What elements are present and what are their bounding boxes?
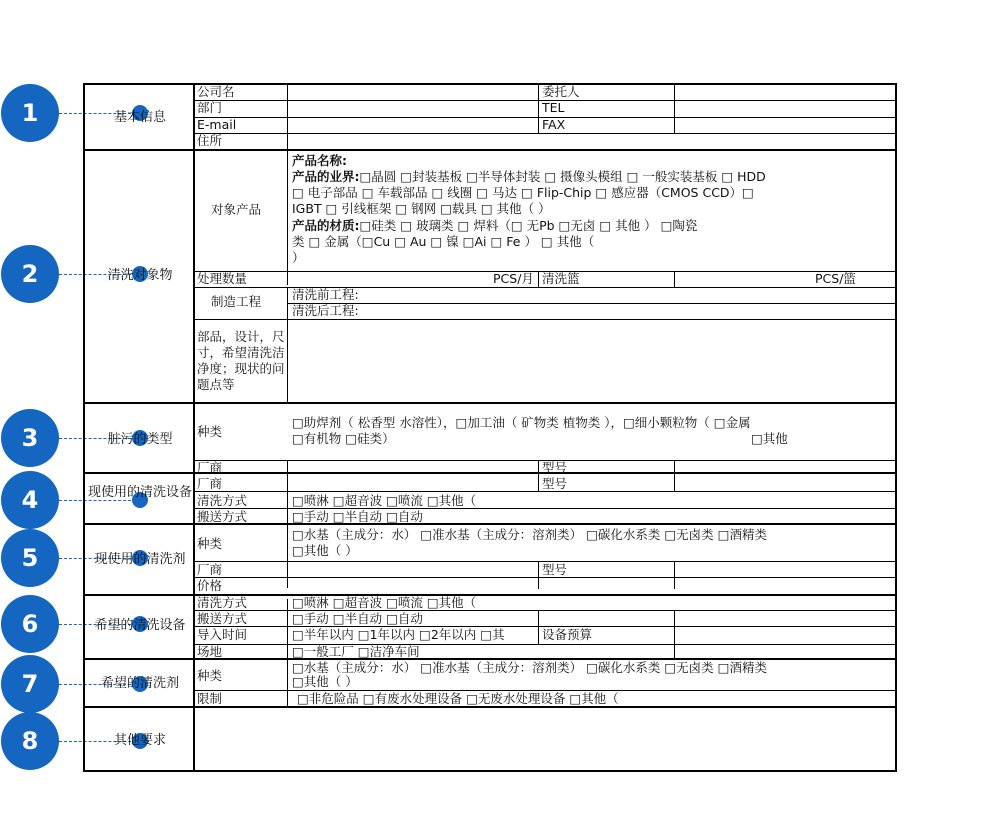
want-limit-options: □非危险品 □有废水处理设备 □无废水处理设备 □其他（: [297, 691, 619, 706]
callout-6: 6: [1, 595, 59, 653]
label-agent-price: 价格: [197, 578, 223, 593]
label-want-time: 导入时间: [197, 627, 248, 642]
divider-mid-v-basic: [538, 85, 539, 134]
label-parts-description: 部品，设计，尺寸，希望清洗洁净度；现状的问题点等: [197, 329, 285, 392]
callout-5: 5: [1, 529, 59, 587]
equip-transport-options: □手动 □半自动 □自动: [292, 509, 423, 524]
divider-sub-v2: [287, 287, 288, 402]
divider-sub-v: [287, 85, 288, 285]
section-title-object: 清洗对象物: [107, 268, 173, 283]
label-manufacturing-process: 制造工程: [211, 294, 262, 309]
section-border-2: [85, 402, 895, 404]
dirt-options-line1: □助焊剂（ 松香型 水溶性），□加工油（ 矿物类 植物类 ），□细小颗粒物（ □金属: [292, 415, 751, 430]
product-name-label: 产品名称:: [292, 153, 347, 168]
divider-right-v-want: [674, 610, 675, 660]
dirt-options-line2: □有机物 □硅类）: [292, 431, 395, 446]
product-industry-label: 产品的业界:: [292, 169, 360, 184]
label-dirt-maker: 厂商: [197, 460, 223, 475]
want-method-options: □喷淋 □超音波 □喷流 □其他（: [292, 595, 477, 610]
divider-mid-v-want: [538, 610, 539, 645]
want-transport-options: □手动 □半自动 □自动: [292, 611, 423, 626]
section-title-other: 其他要求: [113, 733, 166, 748]
label-dept: 部门: [197, 100, 223, 115]
label-client: 委托人: [542, 84, 580, 99]
product-industry-line2: □ 电子部品 □ 车载部品 □ 线圈 □ 马达 □ Flip-Chip □ 感应器（CMOS CCD）□: [292, 185, 754, 200]
product-industry-options-1: □晶圆 □封装基板 □半导体封装 □ 摄像头模组 □ 一般实装基板 □ HDD: [359, 169, 766, 184]
callout-2: 2: [1, 245, 59, 303]
label-address: 住所: [197, 133, 223, 148]
label-want-limit: 限制: [197, 691, 223, 706]
product-material-label: 产品的材质:: [292, 218, 360, 233]
label-agent-maker: 厂商: [197, 562, 223, 577]
divider-right-v-dirt: [674, 460, 675, 491]
callout-7: 7: [1, 655, 59, 713]
want-time-options: □半年以内 □1年以内 □2年以内 □其: [292, 627, 505, 642]
label-want-method: 清洗方式: [197, 595, 248, 610]
section-title-equip-now: 现使用的清洗设备: [87, 485, 192, 500]
section-title-agent-want: 希望的清洗剂: [100, 676, 179, 691]
agent-options-line1: □水基（主成分：水） □准水基（主成分：溶剂类） □碳化水系类 □无卤类 □酒精类: [292, 527, 767, 542]
label-dirt-kind: 种类: [197, 424, 223, 439]
row-line: [193, 491, 895, 492]
section-title-equip-want: 希望的清洗设备: [94, 618, 186, 633]
want-agent-options-line2: □其他（ ）: [292, 674, 358, 689]
label-want-budget: 设备预算: [542, 627, 593, 642]
section-title-dirt: 脏污的类型: [107, 432, 173, 447]
callout-4: 4: [1, 471, 59, 529]
label-before-process: 清洗前工程:: [292, 287, 359, 302]
dirt-other-option: □其他: [751, 431, 788, 446]
label-equip-maker: 厂商: [197, 476, 223, 491]
want-site-options: □一般工厂 □洁净车间: [292, 644, 420, 659]
unit-pcs-basket: PCS/篮: [815, 271, 856, 286]
agent-options-line2: □其他（ ）: [292, 543, 358, 558]
label-quantity: 处理数量: [197, 271, 248, 286]
label-equip-transport: 搬送方式: [197, 509, 248, 524]
divider-right-v-qty: [674, 272, 675, 287]
label-company: 公司名: [197, 84, 235, 99]
row-line: [193, 133, 895, 134]
product-material-line2: 类 □ 金属（□Cu □ Au □ 镍 □Ai □ Fe ） □ 其他（: [292, 234, 595, 249]
label-tel: TEL: [542, 100, 565, 115]
row-line: [287, 303, 895, 304]
product-material-line1: [292, 219, 697, 233]
other-requirements-area[interactable]: [196, 709, 894, 769]
label-want-agent-kind: 种类: [197, 668, 223, 683]
row-line: [193, 577, 895, 578]
section-title-basic: 基本信息: [113, 110, 166, 125]
label-fax: FAX: [542, 117, 566, 132]
inquiry-form: [83, 83, 897, 772]
product-material-line3: ）: [292, 250, 305, 265]
product-industry-line3: IGBT □ 引线框架 □ 钢网 □载具 □ 其他（ ）: [292, 201, 551, 216]
label-dirt-model: 型号: [542, 460, 568, 475]
callout-8: 8: [1, 712, 59, 770]
divider-mid-v-qty: [538, 272, 539, 287]
divider-right-v-agent: [674, 561, 675, 589]
label-want-transport: 搬送方式: [197, 611, 248, 626]
section-title-agent-now: 现使用的清洗剂: [94, 552, 186, 567]
section-border-1: [85, 149, 895, 151]
divider-main-v: [193, 85, 195, 770]
product-material-options-1: □硅类 □ 玻璃类 □ 焊料（□ 无Pb □无卤 □ 其他 ） □陶瓷: [359, 218, 698, 233]
label-want-site: 场地: [197, 644, 223, 659]
label-after-process: 清洗后工程:: [292, 303, 359, 318]
divider-mid-v-agent: [538, 561, 539, 589]
label-agent-kind: 种类: [197, 536, 223, 551]
label-target-product: 对象产品: [211, 202, 262, 217]
equip-method-options: □喷淋 □超音波 □喷流 □其他（: [292, 493, 477, 508]
product-industry-line1: [292, 170, 766, 184]
callout-1: 1: [1, 84, 59, 142]
label-basket: 清洗篮: [542, 271, 580, 286]
label-email: E-mail: [197, 117, 237, 132]
label-agent-model: 型号: [542, 562, 568, 577]
callout-3: 3: [1, 409, 59, 467]
section-border-7: [85, 706, 895, 708]
want-agent-options-line1: □水基（主成分：水） □准水基（主成分：溶剂类） □碳化水系类 □无卤类 □酒精类: [292, 660, 767, 675]
unit-pcs-month: PCS/月: [493, 271, 534, 286]
label-equip-method: 清洗方式: [197, 493, 248, 508]
divider-right-v-basic: [674, 85, 675, 134]
label-equip-model: 型号: [542, 476, 568, 491]
divider-mid-v-dirt: [538, 460, 539, 491]
row-line: [193, 319, 895, 320]
